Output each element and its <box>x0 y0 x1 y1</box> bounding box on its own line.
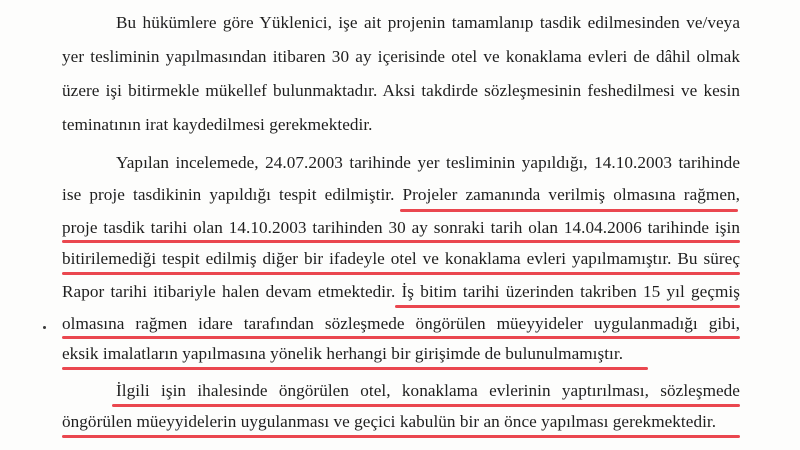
highlight-underline <box>395 305 740 308</box>
paragraph-2-line-7: eksik imalatların yapılmasına yönelik herhangi bir girişimde de bulunulmamıştır. <box>62 344 624 363</box>
highlight-underline <box>62 336 740 339</box>
paragraph-1-line-1: Bu hükümlere göre Yüklenici, işe ait projenin tamamlanıp tasdik edilmesinden ve/veya <box>116 13 740 32</box>
paragraph-2-line-3: proje tasdik tarihi olan 14.10.2003 tarihinden 30 ay sonraki tarih olan 14.04.2006 tarihinde işin <box>62 218 740 237</box>
paragraph-2-line-5: Rapor tarihi itibariyle halen devam etmektedir. İş bitim tarihi üzerinden takriben 15 yıl geçmiş <box>62 282 740 301</box>
highlight-underline <box>62 435 740 438</box>
paragraph-2-line-2: ise proje tasdikinin yapıldığı tespit edilmiştir. Projeler zamanında verilmiş olmasına rağmen, <box>62 185 740 204</box>
paragraph-2-line-6: olmasına rağmen idare tarafından sözleşmede öngörülen müeyyideler uygulanmadığı gibi, <box>62 314 740 333</box>
paragraph-1-line-4: teminatının irat kaydedilmesi gerekmektedir. <box>62 115 373 134</box>
margin-mark <box>43 326 46 329</box>
highlight-underline <box>62 240 740 243</box>
highlight-underline <box>62 272 740 275</box>
paragraph-1-line-3: üzere işi bitirmekle mükellef bulunmaktadır. Aksi takdirde sözleşmesinin feshedilmesi ve kesin <box>62 81 740 100</box>
paragraph-3-line-1: İlgili işin ihalesinde öngörülen otel, konaklama evlerinin yaptırılması, sözleşmede <box>116 381 740 400</box>
paragraph-3-line-2: öngörülen müeyyidelerin uygulanması ve geçici kabulün bir an önce yapılması gerekmektedir. <box>62 412 717 431</box>
paragraph-2-line-1: Yapılan incelemede, 24.07.2003 tarihinde yer tesliminin yapıldığı, 14.10.2003 tarihinde <box>116 153 740 172</box>
paragraph-1-line-2: yer tesliminin yapılmasından itibaren 30 ay içerisinde otel ve konaklama evleri de dâhil olmak <box>62 47 740 66</box>
highlight-underline <box>400 209 738 212</box>
paragraph-2-line-4: bitirilemediği tespit edilmiş diğer bir ifadeyle otel ve konaklama evleri yapılmamıştır. Bu süreç <box>62 249 740 268</box>
highlight-underline <box>62 367 648 370</box>
highlight-underline <box>112 404 740 407</box>
